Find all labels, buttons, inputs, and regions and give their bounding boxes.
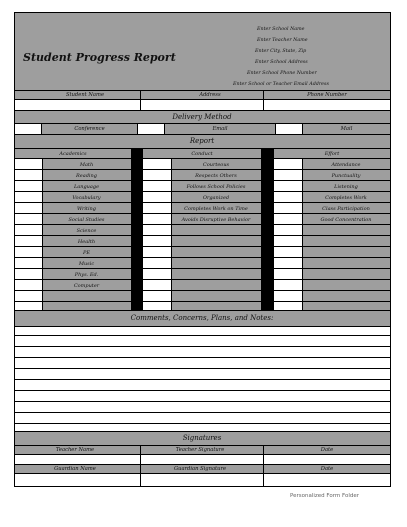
- teacher-signature-field[interactable]: [141, 455, 263, 464]
- student-name-field[interactable]: [15, 100, 140, 110]
- teacher-name[interactable]: Enter Teacher Name: [257, 38, 308, 43]
- academics-item: Computer: [73, 283, 100, 289]
- school-name[interactable]: Enter School Name: [257, 27, 305, 32]
- guardian-name-label: Guardian Name: [54, 466, 96, 472]
- effort-item: Good Concentration: [320, 217, 372, 223]
- academics-item: Math: [79, 162, 94, 168]
- teacher-date-field[interactable]: [264, 455, 390, 464]
- conduct-item: Completes Work on Time: [184, 206, 248, 212]
- conduct-item: Respects Others: [195, 173, 237, 179]
- school-email[interactable]: Enter School or Teacher Email Address: [233, 82, 329, 87]
- email-checkbox[interactable]: [138, 124, 164, 134]
- academics-item: Social Studies: [68, 217, 105, 223]
- teacher-name-label: Teacher Name: [55, 447, 95, 453]
- guardian-date-label: Date: [320, 466, 334, 472]
- effort-item: Punctuality: [331, 173, 361, 179]
- mail-checkbox[interactable]: [276, 124, 302, 134]
- divider-bar-2: [261, 149, 274, 310]
- guardian-date-field[interactable]: [264, 474, 390, 486]
- comments-title: Comments, Concerns, Plans, and Notes:: [130, 314, 274, 322]
- signatures-title: Signatures: [182, 434, 222, 442]
- teacher-date-label: Date: [320, 447, 334, 453]
- effort-item: Listening: [334, 184, 358, 190]
- report-title: Report: [189, 137, 215, 145]
- effort-item: Attendance: [331, 162, 361, 168]
- conduct-item: Organized: [202, 195, 230, 201]
- school-address[interactable]: Enter School Address: [255, 60, 308, 65]
- address-label: Address: [199, 92, 221, 98]
- effort-item: Completes Work: [325, 195, 367, 201]
- delivery-method-title: Delivery Method: [172, 113, 232, 121]
- academics-item: Vocabulary: [72, 195, 101, 201]
- email-label: Email: [212, 126, 228, 132]
- conduct-item: Follows School Policies: [186, 184, 246, 190]
- academics-item: Writing: [77, 206, 96, 212]
- effort-heading: Effort: [324, 151, 340, 157]
- page-title: Student Progress Report: [23, 51, 176, 64]
- conduct-item: Avoids Disruptive Behavior: [181, 217, 251, 223]
- student-progress-report-form: [14, 12, 391, 487]
- teacher-signature-label: Teacher Signature: [175, 447, 225, 453]
- guardian-name-field[interactable]: [15, 474, 140, 486]
- guardian-signature-field[interactable]: [141, 474, 263, 486]
- effort-item: Class Participation: [322, 206, 370, 212]
- mail-label: Mail: [340, 126, 353, 132]
- academics-item: Language: [73, 184, 100, 190]
- academics-item: Health: [77, 239, 96, 245]
- conduct-heading: Conduct: [191, 151, 213, 157]
- academics-heading: Academics: [59, 151, 87, 157]
- academics-item: PE: [82, 250, 90, 256]
- address-field[interactable]: [141, 100, 263, 110]
- academics-item: Science: [76, 228, 97, 234]
- conference-label: Conference: [74, 126, 105, 132]
- school-phone[interactable]: Enter School Phone Number: [247, 71, 317, 76]
- academics-item: Phys. Ed.: [74, 272, 99, 278]
- conference-checkbox[interactable]: [15, 124, 41, 134]
- footer-watermark: Personalized Form Folder: [290, 493, 360, 499]
- guardian-signature-label: Guardian Signature: [173, 466, 227, 472]
- academics-item: Reading: [76, 173, 97, 179]
- city-state-zip[interactable]: Enter City, State, Zip: [255, 49, 307, 54]
- academics-item: Music: [78, 261, 95, 267]
- teacher-name-field[interactable]: [15, 455, 140, 464]
- phone-number-field[interactable]: [264, 100, 390, 110]
- phone-number-label: Phone Number: [307, 92, 347, 98]
- conduct-item: Courteous: [202, 162, 230, 168]
- student-name-label: Student Name: [65, 92, 105, 98]
- divider-bar-1: [131, 149, 143, 310]
